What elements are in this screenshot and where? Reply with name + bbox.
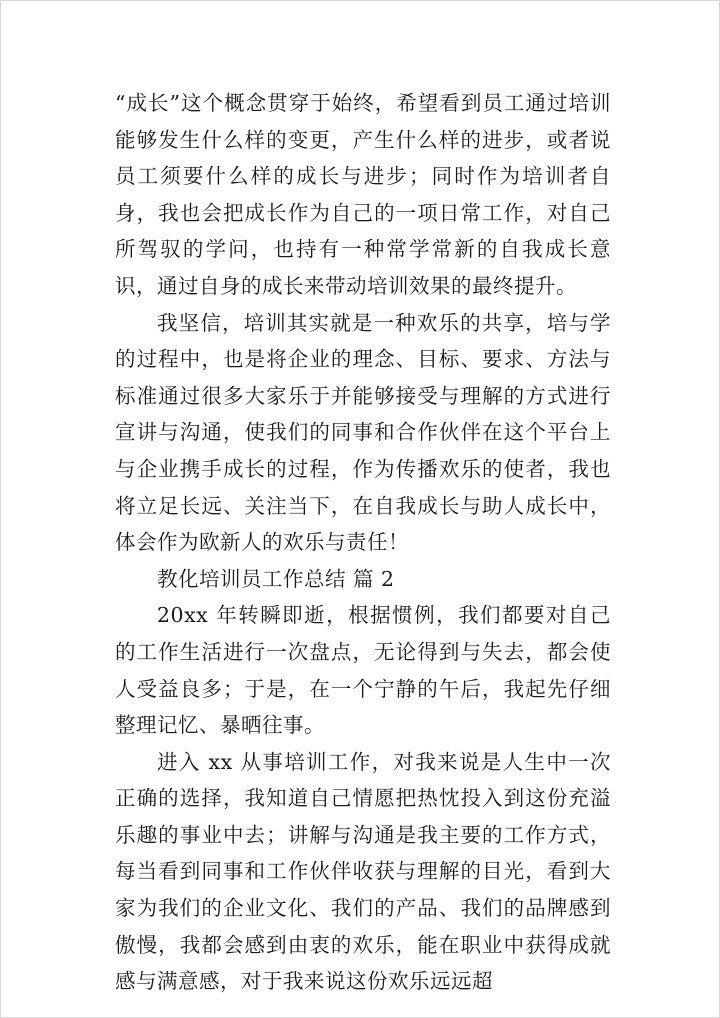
document-body: [115, 85, 611, 1000]
paragraph-continued: “成长”这个概念贯穿于始终，希望看到员工通过培训能够发生什么样的变更，产生什么样的进步，或者说员工须要什么样的成长与进步；同时作为培训者自身，我也会把成长作为自己的一项日常工作，对自己所驾驭的学问，也持有一种常学常新的自我成长意识，通过自身的成长来带动培训效果的最终提升。: [115, 91, 611, 298]
paragraph: 进入 xx 从事培训工作，对我来说是人生中一次正确的选择，我知道自己情愿把热忱投入到这份充溢乐趣的事业中去；讲解与沟通是我主要的工作方式，每当看到同事和工作伙伴收获与理解的目光，看到大家为我们的企业文化、我们的产品、我们的品牌感到傲慢，我都会感到由衷的欢乐，能在职业中获得成就感与满意感，对于我来说这份欢乐远远超: [115, 749, 611, 994]
paragraph: 20xx 年转瞬即逝，根据惯例，我们都要对自己的工作生活进行一次盘点，无论得到与失去，都会使人受益良多；于是，在一个宁静的午后，我起先仔细整理记忆、暴晒往事。: [115, 603, 611, 738]
paragraph: 我坚信，培训其实就是一种欢乐的共享，培与学的过程中，也是将企业的理念、目标、要求、方法与标准通过很多大家乐于并能够接受与理解的方式进行宣讲与沟通，使我们的同事和合作伙伴在这个平台上与企业携手成长的过程，作为传播欢乐的使者，我也将立足长远、关注当下，在自我成长与助人成长中，体会作为欧新人的欢乐与责任！: [115, 310, 611, 555]
section-heading: 教化培训员工作总结 篇 2: [157, 566, 395, 591]
